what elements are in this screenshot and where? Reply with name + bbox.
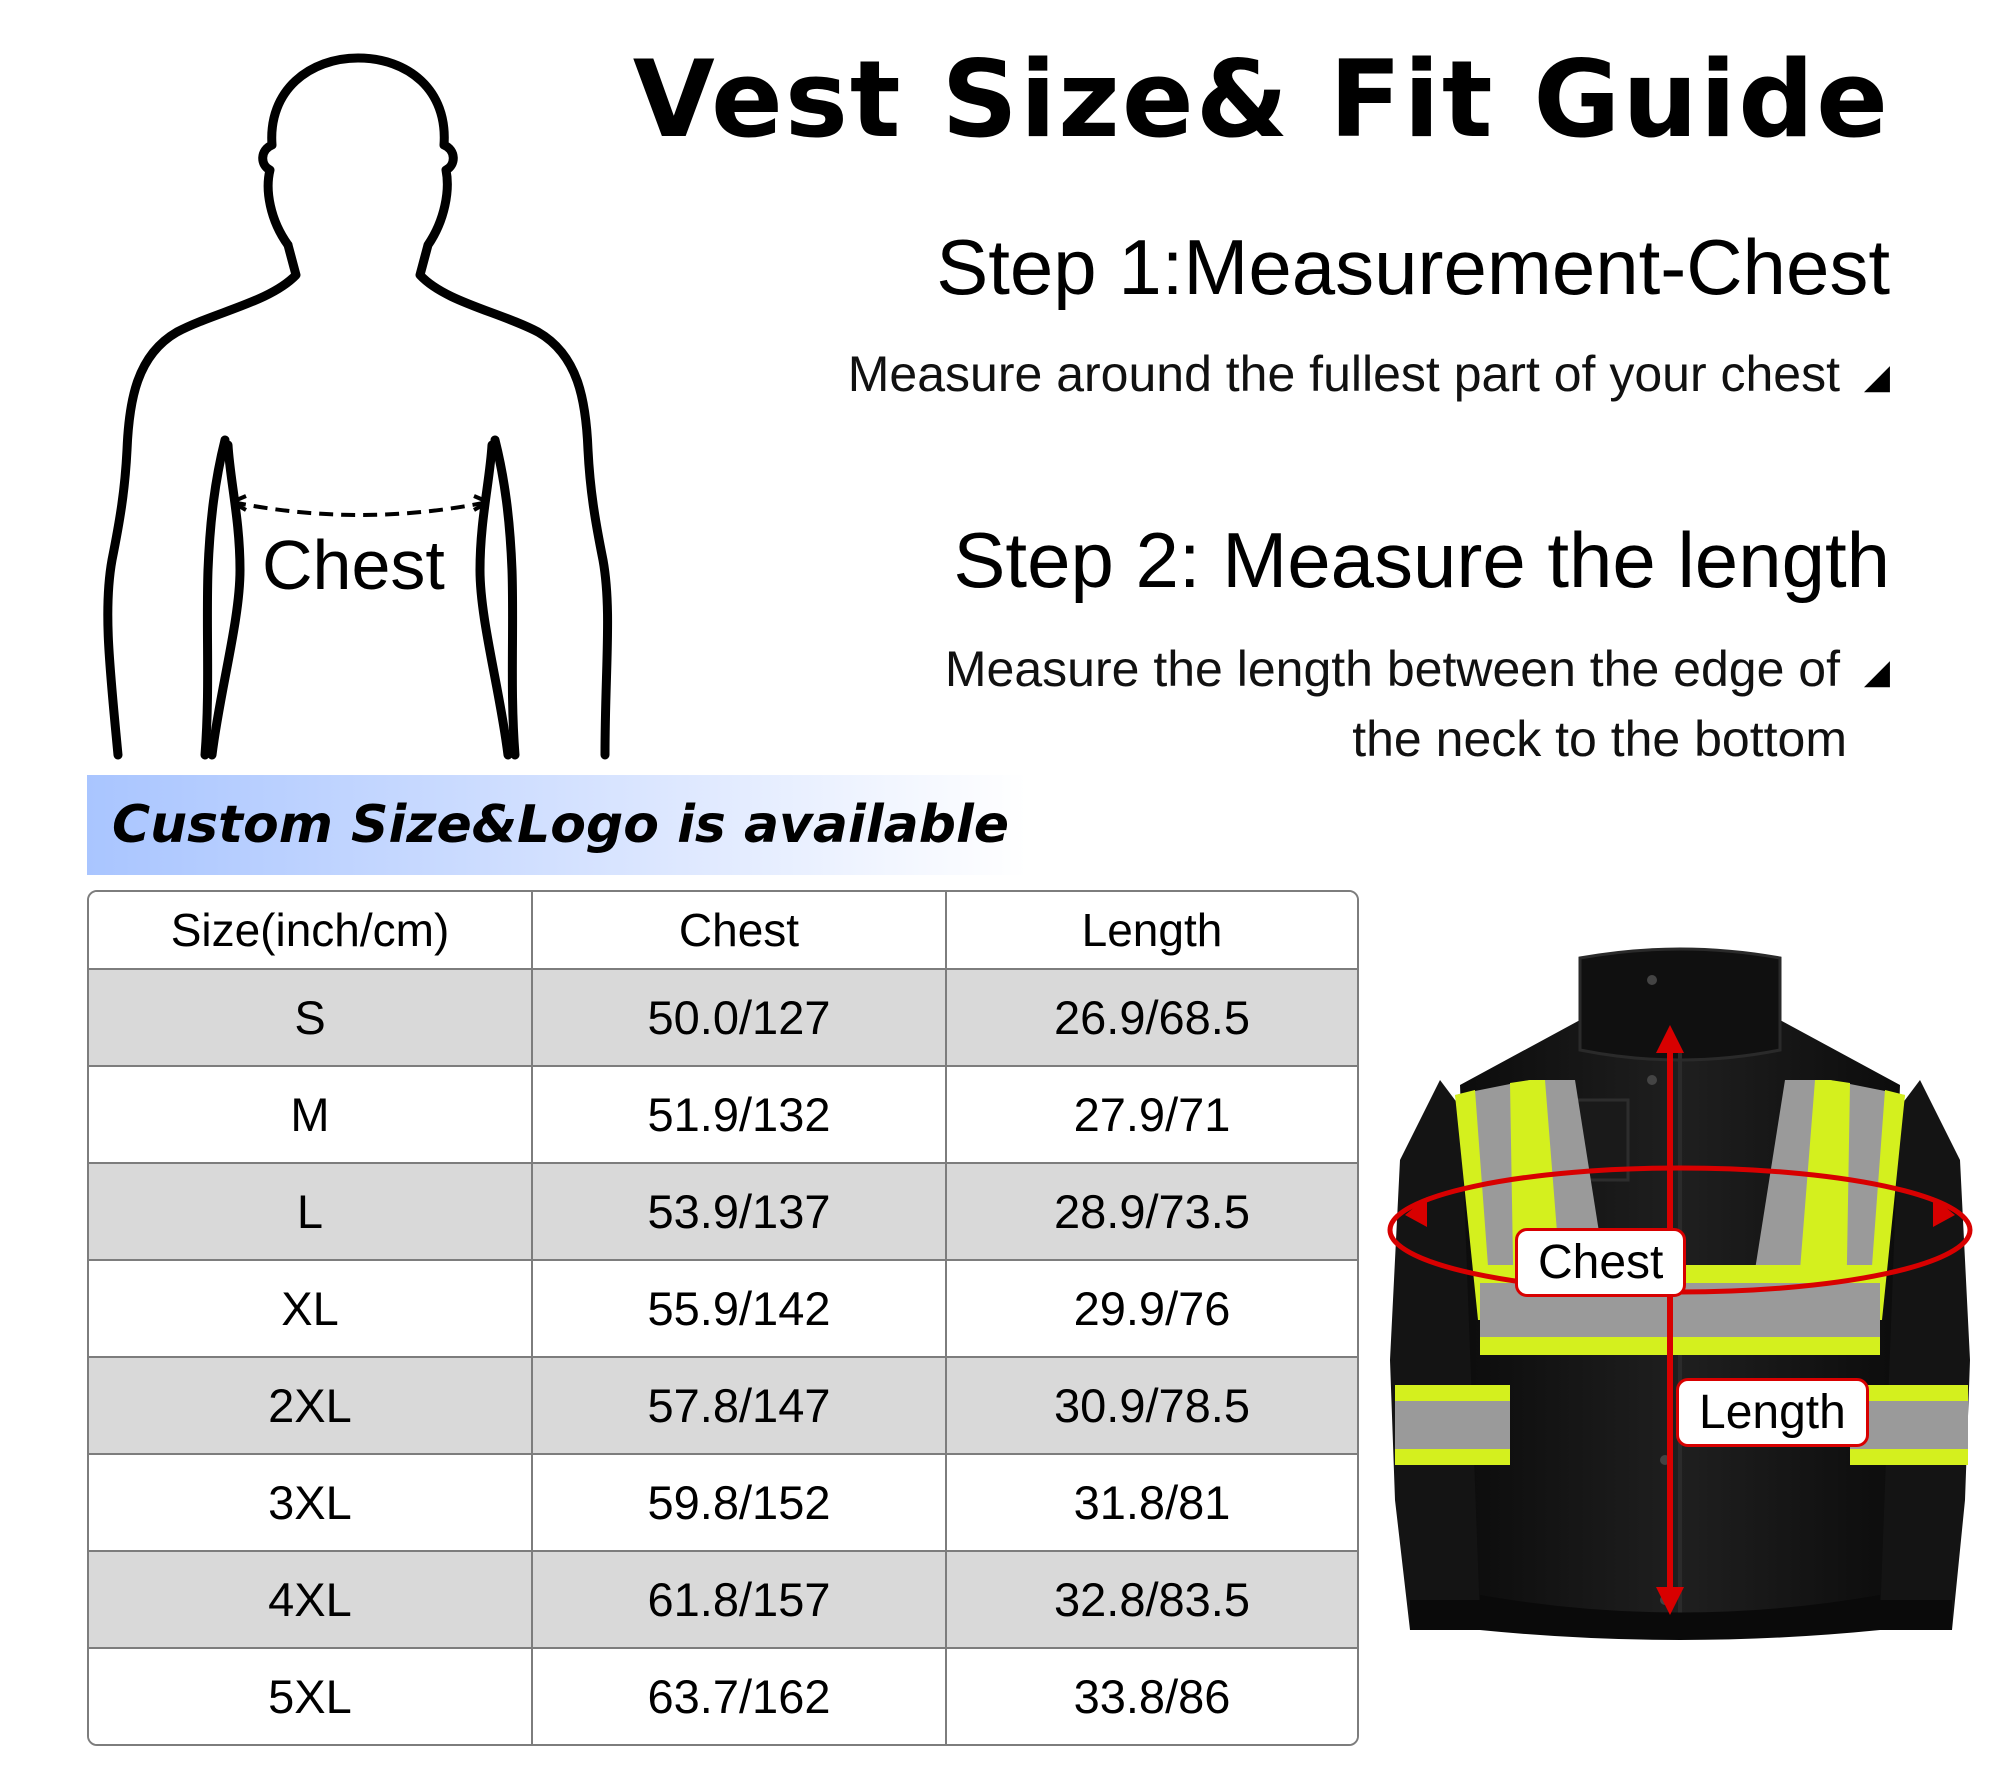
length-cell: 31.8/81 bbox=[1073, 1476, 1231, 1529]
jacket-chest-label: Chest bbox=[1515, 1228, 1686, 1297]
size-cell: 3XL bbox=[89, 1455, 533, 1550]
size-cell: S bbox=[89, 970, 533, 1065]
chest-cell: 63.7/162 bbox=[533, 1649, 947, 1744]
length-cell: 30.9/78.5 bbox=[1053, 1379, 1250, 1432]
jacket-length-label: Length bbox=[1676, 1378, 1869, 1447]
table-row bbox=[89, 1356, 1357, 1453]
chest-cell: 61.8/157 bbox=[533, 1552, 947, 1647]
size-cell: L bbox=[89, 1164, 533, 1259]
size-table bbox=[87, 890, 1359, 1746]
bullet-icon: ◢ bbox=[1863, 358, 1890, 396]
step2-description-line2: the neck to the bottom bbox=[1352, 711, 1847, 767]
header-chest: Chest bbox=[533, 892, 947, 968]
chest-cell: 59.8/152 bbox=[533, 1455, 947, 1550]
body-outline-icon bbox=[100, 50, 640, 760]
length-cell: 32.8/83.5 bbox=[1053, 1573, 1250, 1626]
body-chest-label: Chest bbox=[262, 526, 445, 604]
length-cell: 26.9/68.5 bbox=[1053, 991, 1250, 1044]
step2-heading: Step 2: Measure the length bbox=[953, 516, 1890, 604]
chest-cell: 51.9/132 bbox=[533, 1067, 947, 1162]
length-cell: 29.9/76 bbox=[1073, 1282, 1231, 1335]
header-length: Length bbox=[1081, 904, 1223, 956]
chest-cell: 57.8/147 bbox=[533, 1358, 947, 1453]
table-header-row bbox=[89, 892, 1357, 968]
size-cell: 5XL bbox=[89, 1649, 533, 1744]
step1-heading: Step 1:Measurement-Chest bbox=[936, 223, 1890, 311]
table-row bbox=[89, 1259, 1357, 1356]
size-cell: 4XL bbox=[89, 1552, 533, 1647]
size-cell: XL bbox=[89, 1261, 533, 1356]
table-row bbox=[89, 1453, 1357, 1550]
size-cell: 2XL bbox=[89, 1358, 533, 1453]
table-row bbox=[89, 1162, 1357, 1259]
page-title: Vest Size& Fit Guide bbox=[632, 38, 1890, 161]
length-cell: 33.8/86 bbox=[1073, 1670, 1231, 1723]
chest-cell: 53.9/137 bbox=[533, 1164, 947, 1259]
length-cell: 28.9/73.5 bbox=[1053, 1185, 1250, 1238]
chest-cell: 55.9/142 bbox=[533, 1261, 947, 1356]
chest-cell: 50.0/127 bbox=[533, 970, 947, 1065]
step2-description-line1: Measure the length between the edge of bbox=[944, 641, 1840, 697]
table-row bbox=[89, 1065, 1357, 1162]
bullet-icon: ◢ bbox=[1863, 653, 1890, 691]
size-cell: M bbox=[89, 1067, 533, 1162]
table-row bbox=[89, 968, 1357, 1065]
table-row bbox=[89, 1647, 1357, 1744]
custom-banner-text: Custom Size&Logo is available bbox=[112, 795, 1010, 855]
header-size: Size(inch/cm) bbox=[89, 892, 533, 968]
length-cell: 27.9/71 bbox=[1073, 1088, 1231, 1141]
step1-description: Measure around the fullest part of your chest bbox=[847, 346, 1840, 402]
table-row bbox=[89, 1550, 1357, 1647]
